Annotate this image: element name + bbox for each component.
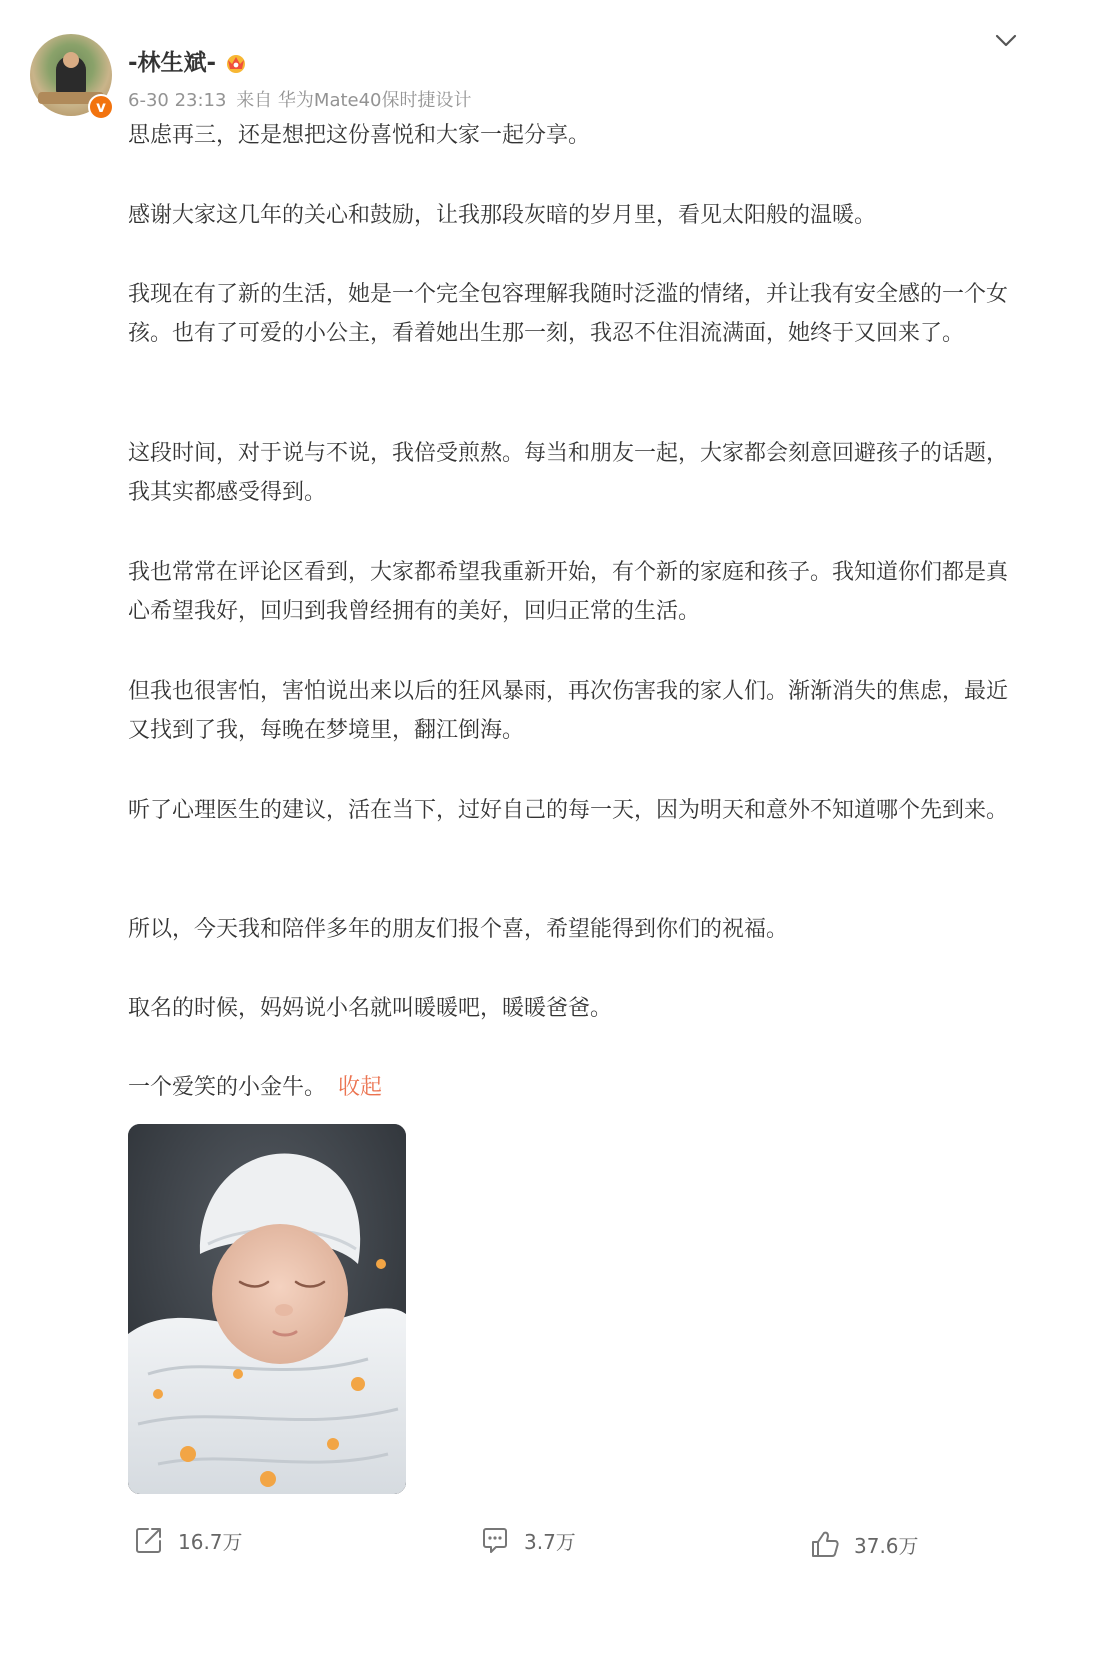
post-timestamp[interactable]: 6-30 23:13: [128, 90, 227, 111]
baby-photo: [128, 1124, 406, 1494]
like-button[interactable]: [810, 1526, 919, 1562]
post-paragraph: 所以，今天我和陪伴多年的朋友们报个喜，希望能得到你们的祝福。: [128, 917, 789, 942]
verified-v-icon: v: [88, 94, 114, 120]
repost-button[interactable]: [134, 1522, 243, 1558]
post-paragraph-text: 一个爱笑的小金牛。: [128, 1075, 327, 1100]
collapse-link[interactable]: 收起: [338, 1075, 383, 1100]
post-paragraph: 取名的时候，妈妈说小名就叫暖暖吧，暖暖爸爸。: [128, 996, 613, 1021]
chevron-down-icon[interactable]: [994, 32, 1018, 50]
comment-button[interactable]: [480, 1522, 576, 1558]
post-paragraph: 我也常常在评论区看到，大家都希望我重新开始，有个新的家庭和孩子。我知道你们都是真心希望我好，回归到我曾经拥有的美好，回归正常的生活。: [128, 560, 1009, 624]
vip-crown-icon: [224, 52, 248, 74]
post-last-paragraph: [128, 1068, 382, 1107]
repost-count: 16.7万: [178, 1529, 243, 1554]
post-paragraph: 感谢大家这几年的关心和鼓励，让我那段灰暗的岁月里，看见太阳般的温暖。: [128, 203, 877, 228]
post-paragraph: 听了心理医生的建议，活在当下，过好自己的每一天，因为明天和意外不知道哪个先到来。: [128, 798, 1009, 823]
comment-icon: [480, 1525, 510, 1555]
post-paragraph: 这段时间，对于说与不说，我倍受煎熬。每当和朋友一起，大家都会刻意回避孩子的话题，我其实都感受得到。: [128, 441, 1009, 505]
post-source: 来自 华为Mate40保时捷设计: [236, 90, 472, 111]
post-photo[interactable]: [128, 1124, 406, 1494]
like-count: 37.6万: [854, 1533, 919, 1558]
comment-count: 3.7万: [524, 1529, 576, 1554]
post-paragraph: 我现在有了新的生活，她是一个完全包容理解我随时泛滥的情绪，并让我有安全感的一个女孩。也有了可爱的小公主，看着她出生那一刻，我忍不住泪流满面，她终于又回来了。: [128, 282, 1009, 346]
post-paragraph: 思虑再三，还是想把这份喜悦和大家一起分享。: [128, 123, 591, 148]
avatar-face: [63, 52, 79, 68]
post-meta: [128, 88, 472, 114]
post-paragraph: 但我也很害怕，害怕说出来以后的狂风暴雨，再次伤害我的家人们。渐渐消失的焦虑，最近又找到了我，每晚在梦境里，翻江倒海。: [128, 679, 1009, 743]
thumbs-up-icon: [810, 1529, 840, 1559]
repost-icon: [134, 1525, 164, 1555]
author-name[interactable]: -林生斌-: [128, 50, 217, 76]
